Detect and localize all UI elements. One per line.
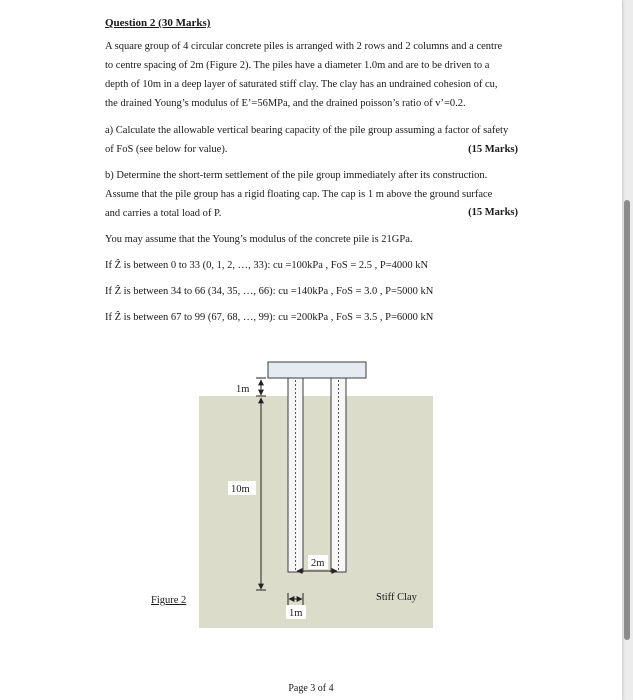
- part-b-marks: (15 Marks): [468, 207, 518, 218]
- intro-line-1: A square group of 4 circular concrete piles is arranged with 2 rows and 2 columns and a centre: [105, 41, 503, 52]
- pile-cap: [268, 362, 366, 378]
- pile-right: [331, 378, 346, 572]
- part-b-line-2: Assume that the pile group has a rigid floating cap. The cap is 1 m above the ground surface: [105, 189, 493, 200]
- pile-length-label: 10m: [231, 484, 250, 495]
- pile-left: [288, 378, 303, 572]
- figure-caption: Figure 2: [151, 595, 187, 606]
- intro-line-4: the drained Young’s modulus of E’=56MPa, and the drained poisson’s ratio of v’=0.2.: [105, 98, 466, 109]
- part-a-line-2: of FoS (see below for value).: [105, 144, 228, 155]
- soil-label: Stiff Clay: [376, 592, 417, 603]
- part-b-line-3: and carries a total load of P.: [105, 208, 222, 219]
- part-b-line-1: b) Determine the short-term settlement of the pile group immediately after its construction.: [105, 170, 488, 181]
- diameter-label: 1m: [289, 608, 303, 619]
- part-a-marks: (15 Marks): [468, 144, 518, 155]
- pile-group-figure: [0, 355, 622, 655]
- spacing-label: 2m: [311, 558, 325, 569]
- part-a-line-1: a) Calculate the allowable vertical bearing capacity of the pile group assuming a factor of safety: [105, 125, 509, 136]
- intro-line-2: to centre spacing of 2m (Figure 2). The piles have a diameter 1.0m and are to be driven to a: [105, 60, 490, 71]
- vertical-scrollbar[interactable]: [624, 200, 630, 640]
- page-number: Page 3 of 4: [288, 683, 334, 694]
- cap-height-label: 1m: [236, 384, 250, 395]
- assumption-text: You may assume that the Young’s modulus of the concrete pile is 21GPa.: [105, 234, 413, 245]
- question-title: Question 2 (30 Marks): [105, 17, 211, 29]
- intro-line-3: depth of 10m in a deep layer of saturated stiff clay. The clay has an undrained cohesion of cu,: [105, 79, 498, 90]
- condition-1: If Ẑ is between 0 to 33 (0, 1, 2, …, 33): cu =100kPa , FoS = 2.5 , P=4000 kN: [105, 260, 429, 271]
- condition-3: If Ẑ is between 67 to 99 (67, 68, …, 99): cu =200kPa , FoS = 3.5 , P=6000 kN: [105, 312, 434, 323]
- condition-2: If Ẑ is between 34 to 66 (34, 35, …, 66): cu =140kPa , FoS = 3.0 , P=5000 kN: [105, 286, 434, 297]
- cap-height-dimension: [256, 378, 266, 396]
